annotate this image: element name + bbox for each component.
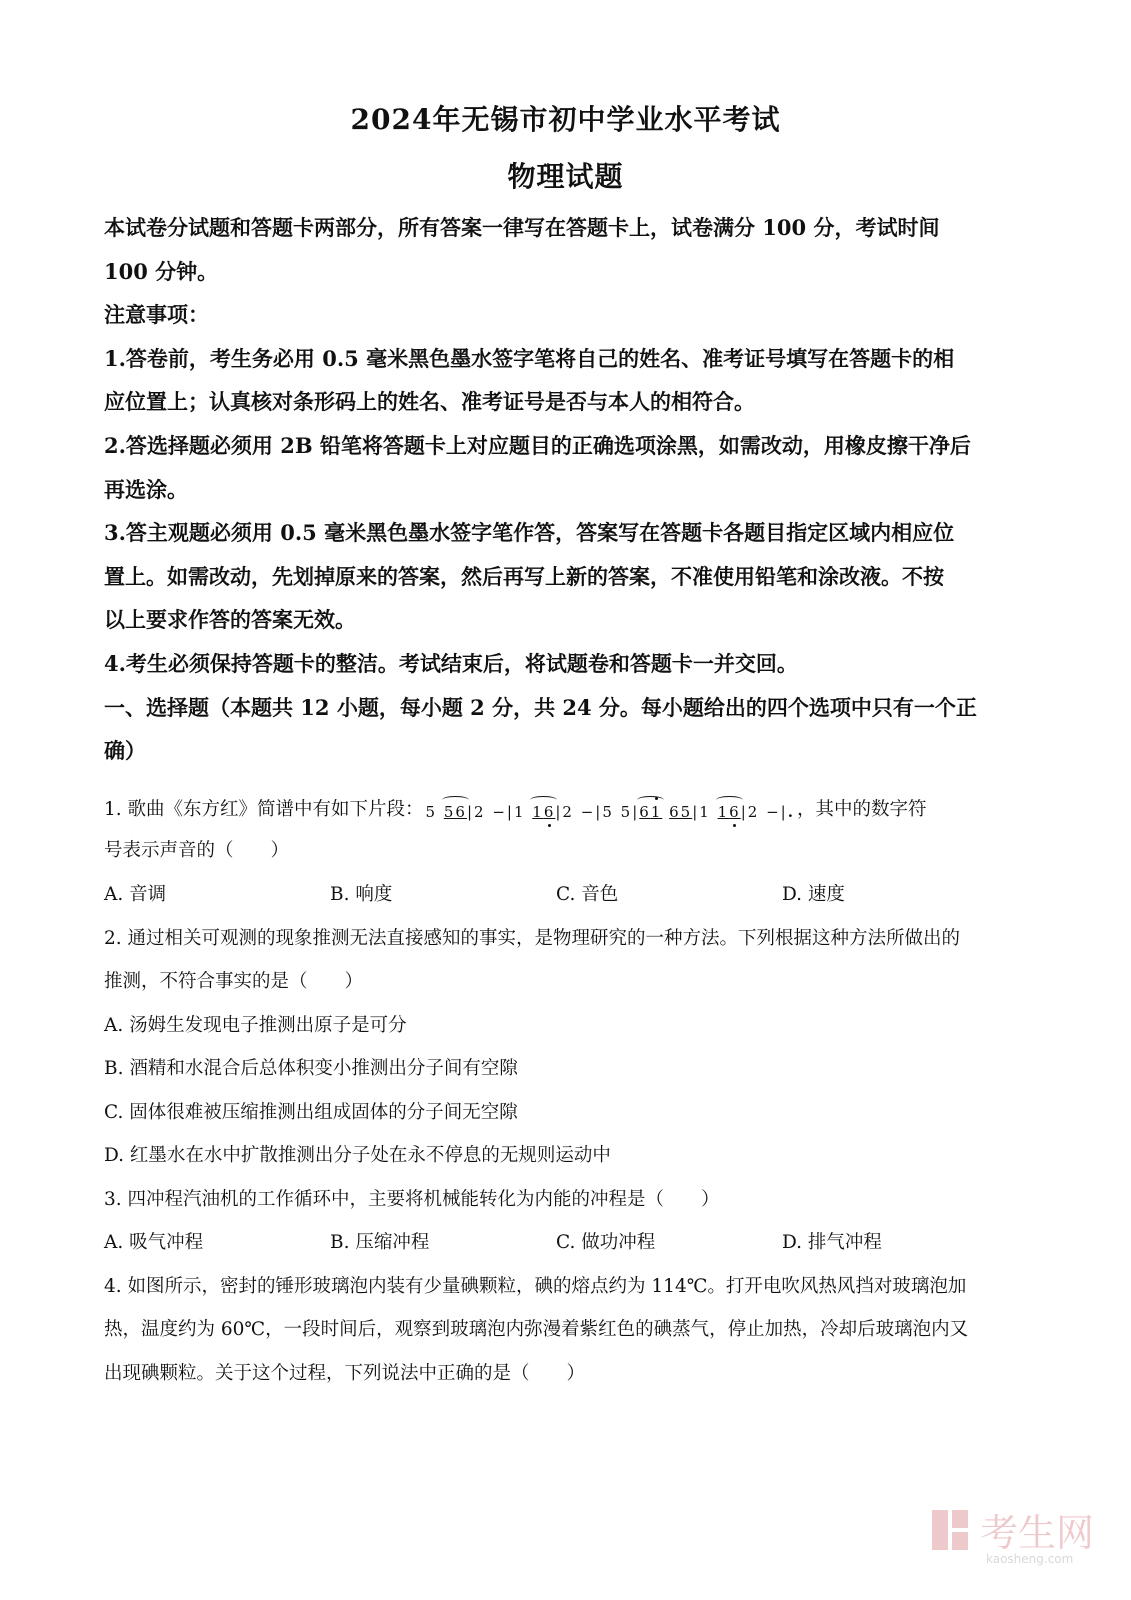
question-3-option-a: A. 吸气冲程: [104, 1232, 204, 1253]
note-4: 4.考生必须保持答题卡的整洁。考试结束后，将试题卷和答题卡一并交回。: [104, 651, 798, 676]
question-2-option-b: B. 酒精和水混合后总体积变小推测出分子间有空隙: [104, 1058, 518, 1079]
question-4-line-2: 热，温度约为 60℃，一段时间后，观察到玻璃泡内弥漫着紫红色的碘蒸气，停止加热，冷却后玻璃泡内又: [104, 1319, 969, 1340]
note-3-line-3: 以上要求作答的答案无效。: [104, 607, 356, 632]
exam-subtitle: 物理试题: [507, 160, 624, 193]
intro-line-1: 本试卷分试题和答题卡两部分，所有答案一律写在答题卡上，试卷满分 100 分，考试时间: [104, 215, 940, 240]
question-2-option-a: A. 汤姆生发现电子推测出原子是可分: [104, 1015, 407, 1036]
section-1-line-1: 一、选择题（本题共 12 小题，每小题 2 分，共 24 分。每小题给出的四个选项中只有一个正: [104, 695, 977, 720]
question-3-line-1: 3. 四冲程汽油机的工作循环中，主要将机械能转化为内能的冲程是（ ）: [104, 1189, 720, 1210]
note-3-line-2: 置上。如需改动，先划掉原来的答案，然后再写上新的答案，不准使用铅笔和涂改液。不按: [104, 564, 944, 589]
note-2-line-2: 再选涂。: [104, 477, 188, 502]
section-1-line-2: 确）: [104, 738, 146, 763]
question-1-suffix: ，其中的数字符: [796, 799, 927, 820]
watermark: [928, 1500, 1098, 1580]
note-3-line-1: 3.答主观题必须用 0.5 毫米黑色墨水签字笔作答，答案写在答题卡各题目指定区域内相应位: [104, 520, 955, 545]
question-3-option-d: D. 排气冲程: [782, 1232, 882, 1253]
note-2-line-1: 2.答选择题必须用 2B 铅笔将答题卡上对应题目的正确选项涂黑，如需改动，用橡皮擦干净后: [104, 433, 971, 458]
question-2-line-1: 2. 通过相关可观测的现象推测无法直接感知的事实，是物理研究的一种方法。下列根据这种方法所做出的: [104, 928, 961, 949]
question-1-line-1: [104, 795, 926, 821]
exam-title: 2024年无锡市初中学业水平考试: [350, 103, 781, 136]
question-1-prefix: 1. 歌曲《东方红》简谱中有如下片段：: [104, 799, 424, 820]
note-1-line-1: 1.答卷前，考生务必用 0.5 毫米黑色墨水签字笔将自己的姓名、准考证号填写在答题卡的相: [104, 346, 955, 371]
question-2-option-c: C. 固体很难被压缩推测出组成固体的分子间无空隙: [104, 1102, 518, 1123]
note-1-line-2: 应位置上；认真核对条形码上的姓名、准考证号是否与本人的相符合。: [104, 389, 755, 414]
question-3-option-b: B. 压缩冲程: [330, 1232, 430, 1253]
musical-notation-image: 5 56|2 −|1 16|2 −|5 5|61 65|1 16|2 −|.: [425, 803, 795, 821]
question-1-option-a: A. 音调: [104, 884, 167, 905]
question-3-option-c: C. 做功冲程: [556, 1232, 656, 1253]
question-1-option-d: D. 速度: [782, 884, 845, 905]
question-1-line-2: 号表示声音的（ ）: [104, 840, 290, 861]
question-4-line-3: 出现碘颗粒。关于这个过程，下列说法中正确的是（ ）: [104, 1363, 586, 1384]
question-2-option-d: D. 红墨水在水中扩散推测出分子处在永不停息的无规则运动中: [104, 1145, 611, 1166]
watermark-url: kaosheng.com: [986, 1552, 1074, 1566]
question-4-line-1: 4. 如图所示，密封的锤形玻璃泡内装有少量碘颗粒，碘的熔点约为 114℃。打开电吹风热风挡对玻璃泡加: [104, 1276, 967, 1297]
watermark-logo-icon: [928, 1506, 972, 1554]
intro-line-2: 100 分钟。: [104, 259, 219, 284]
question-1-option-c: C. 音色: [556, 884, 619, 905]
question-1-option-b: B. 响度: [330, 884, 393, 905]
notes-heading: 注意事项：: [104, 302, 209, 327]
watermark-text: 考生网: [980, 1511, 1095, 1555]
question-2-line-2: 推测，不符合事实的是（ ）: [104, 971, 364, 992]
